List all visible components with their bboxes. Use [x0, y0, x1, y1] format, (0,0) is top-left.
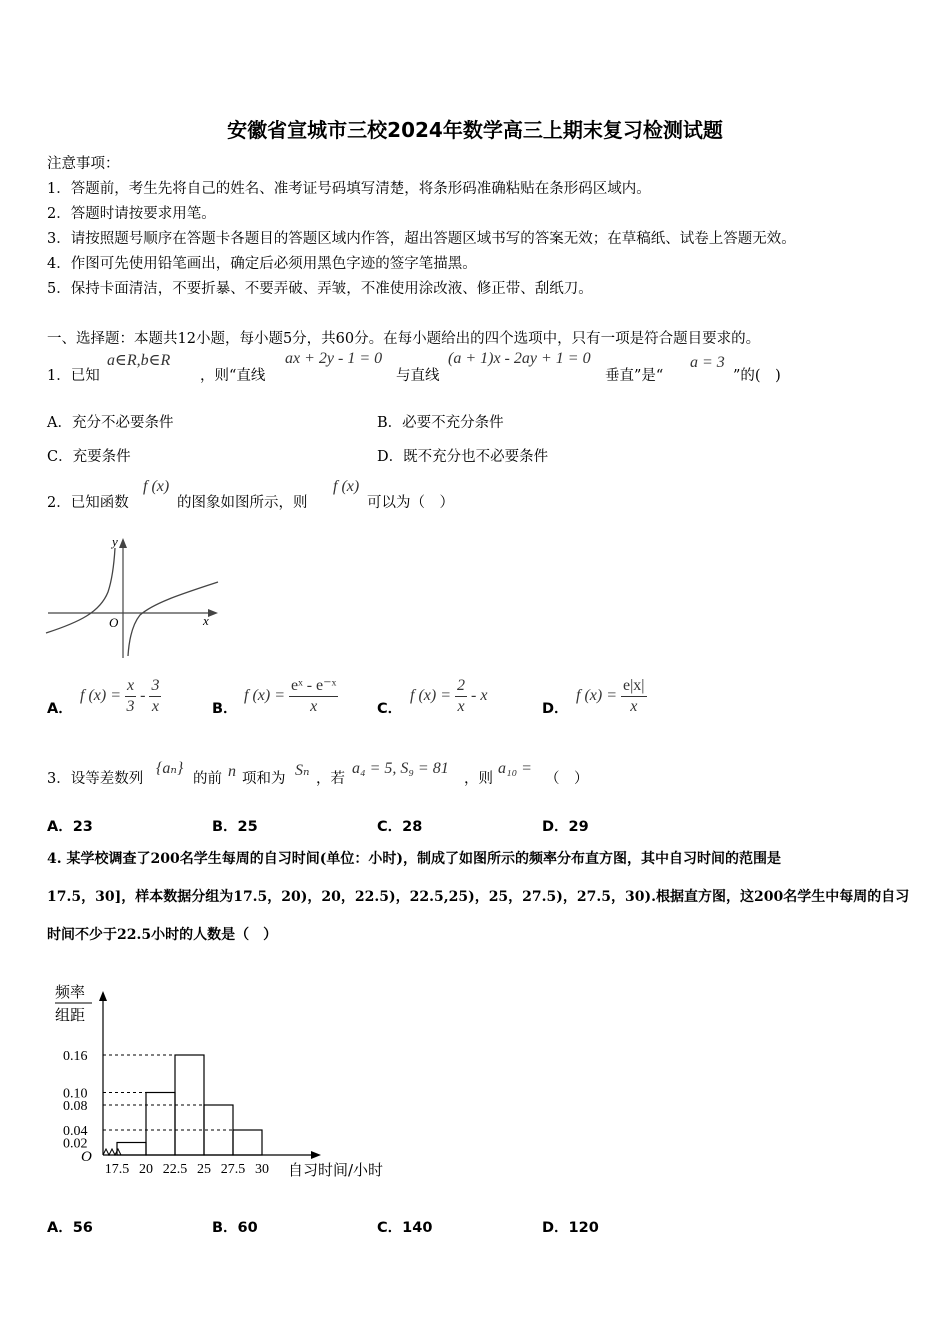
q2-fx: f (x) — [143, 478, 170, 495]
q3-sequence: {aₙ} — [156, 760, 184, 777]
q1-option-c[interactable]: C．充要条件 — [47, 449, 131, 465]
q2-option-a[interactable]: A． — [47, 701, 73, 717]
y-axis-label: y — [112, 534, 118, 549]
y-tick-label: 0.16 — [63, 1049, 88, 1064]
q1-text: ，则“直线 — [200, 368, 266, 384]
q2-option-b-formula: f (x) = $\frac{\text{eˣ - e⁻ˣ}}{x}$ — [244, 677, 337, 715]
q2-option-c[interactable]: C． — [377, 701, 403, 717]
q3-sn: Sₙ — [295, 762, 310, 779]
q3-text: ，则 — [464, 771, 493, 787]
notice-item: 5．保持卡面清洁，不要折暴、不要弄破、弄皱，不准使用涂改液、修正带、刮纸刀。 — [47, 281, 593, 297]
q2-option-d-formula: f (x) = $\frac{e|x|}{x}$ — [576, 677, 645, 715]
q3-option-a[interactable]: A．23 — [47, 819, 93, 835]
q1-text: 与直线 — [396, 368, 440, 384]
q2-fx: f (x) — [333, 478, 360, 495]
page-title: 安徽省宣城市三校2024年数学高三上期末复习检测试题 — [227, 118, 723, 142]
left-branch-curve — [46, 548, 115, 633]
x-axis-label: 自习时间/小时 — [288, 1161, 384, 1179]
histogram-bar — [146, 1093, 175, 1156]
x-tick-label: 30 — [255, 1162, 269, 1177]
function-graph — [40, 530, 230, 665]
q4-line: 时间不少于22.5小时的人数是（ ） — [47, 927, 278, 943]
q3-option-d[interactable]: D．29 — [542, 819, 589, 835]
q2-option-a-formula: f (x) = $\frac{x}{3}$ - $\frac{3}{x}$ — [80, 677, 160, 715]
y-label-top: 频率 — [55, 983, 86, 1001]
y-tick-label: 0.08 — [63, 1099, 88, 1114]
q4-option-b[interactable]: B．60 — [212, 1220, 258, 1236]
q3-text: （ ） — [545, 771, 589, 787]
q2-option-c-formula: f (x) = $\frac{2}{x}$ - x — [410, 677, 488, 715]
histogram-bar — [233, 1130, 262, 1155]
x-tick-label: 20 — [139, 1162, 153, 1177]
x-tick-label: 22.5 — [162, 1162, 188, 1177]
q3-option-b[interactable]: B．25 — [212, 819, 258, 835]
y-tick-label: 0.02 — [63, 1136, 88, 1152]
x-tick-label: 17.5 — [104, 1162, 130, 1177]
q2-prefix: 2．已知函数 — [47, 495, 129, 511]
q4-option-a[interactable]: A．56 — [47, 1220, 93, 1236]
y-axis-arrow — [99, 991, 107, 1001]
histogram-bar — [117, 1143, 146, 1156]
q1-line1: ax + 2y - 1 = 0 — [285, 350, 383, 367]
y-tick-label: 0.10 — [63, 1086, 88, 1102]
q2-option-b[interactable]: B． — [212, 701, 238, 717]
q1-text: 垂直”是“ — [605, 368, 664, 384]
origin-label: O — [81, 1149, 92, 1165]
notice-item: 1．答题前，考生先将自己的姓名、准考证号码填写清楚，将条形码准确粘贴在条形码区域内。 — [47, 181, 651, 197]
q1-line2: (a + 1)x - 2ay + 1 = 0 — [448, 350, 591, 367]
y-axis-arrow — [119, 538, 127, 548]
x-tick-label: 27.5 — [220, 1162, 246, 1177]
q1-condition: a∈R,b∈R — [107, 352, 171, 369]
histogram-bars — [63, 1049, 269, 1177]
x-tick-label: 25 — [197, 1162, 211, 1177]
x-axis-label: x — [203, 613, 209, 628]
x-axis-arrow — [311, 1151, 321, 1159]
y-label-bottom: 组距 — [55, 1006, 86, 1024]
q1-option-d[interactable]: D．既不充分也不必要条件 — [377, 449, 549, 465]
y-tick-label: 0.04 — [63, 1124, 88, 1139]
q2-text: 可以为（ ） — [367, 495, 454, 511]
frequency-histogram — [45, 975, 415, 1190]
q3-a10: a₁₀ = — [498, 760, 532, 777]
q3-n: n — [228, 763, 236, 780]
notice-item: 4．作图可先使用铅笔画出，确定后必须用黑色字迹的签字笔描黑。 — [47, 256, 477, 272]
q3-text: 项和为 — [242, 771, 286, 787]
q4-option-c[interactable]: C．140 — [377, 1220, 433, 1236]
section-heading: 一、选择题：本题共12小题，每小题5分，共60分。在每小题给出的四个选项中，只有一项是符合题目要求的。 — [47, 331, 761, 347]
q1-text: ”的( ) — [733, 368, 781, 384]
q1-option-a[interactable]: A．充分不必要条件 — [47, 415, 174, 431]
q4-line: 17.5，30]，样本数据分组为17.5，20)，20，22.5)，22.5,25)，25，27.5)，27.5，30).根据直方图，这200名学生中每周的自习 — [47, 889, 910, 905]
x-axis-arrow — [208, 609, 218, 617]
q3-text: 的前 — [193, 771, 222, 787]
q4-option-d[interactable]: D．120 — [542, 1220, 599, 1236]
q3-condition: a₄ = 5, S₉ = 81 — [352, 760, 449, 777]
q3-prefix: 3．设等差数列 — [47, 771, 144, 787]
q2-text: 的图象如图所示，则 — [177, 495, 308, 511]
q1-condition2: a = 3 — [690, 354, 725, 371]
q1-prefix: 1．已知 — [47, 368, 100, 384]
q3-option-c[interactable]: C．28 — [377, 819, 423, 835]
notice-heading: 注意事项： — [47, 156, 120, 172]
q2-option-d[interactable]: D． — [542, 701, 569, 717]
q4-line: 4. 某学校调查了200名学生每周的自习时间(单位：小时)，制成了如图所示的频率分布直方图，其中自习时间的范围是 — [47, 851, 781, 867]
origin-label: O — [109, 615, 119, 630]
axis-break — [103, 1149, 121, 1155]
q3-text: ，若 — [316, 771, 345, 787]
q1-option-b[interactable]: B．必要不充分条件 — [377, 415, 504, 431]
notice-item: 2．答题时请按要求用笔。 — [47, 206, 216, 222]
notice-item: 3．请按照题号顺序在答题卡各题目的答题区域内作答，超出答题区域书写的答案无效；在草稿纸、试卷上答题无效。 — [47, 231, 796, 247]
